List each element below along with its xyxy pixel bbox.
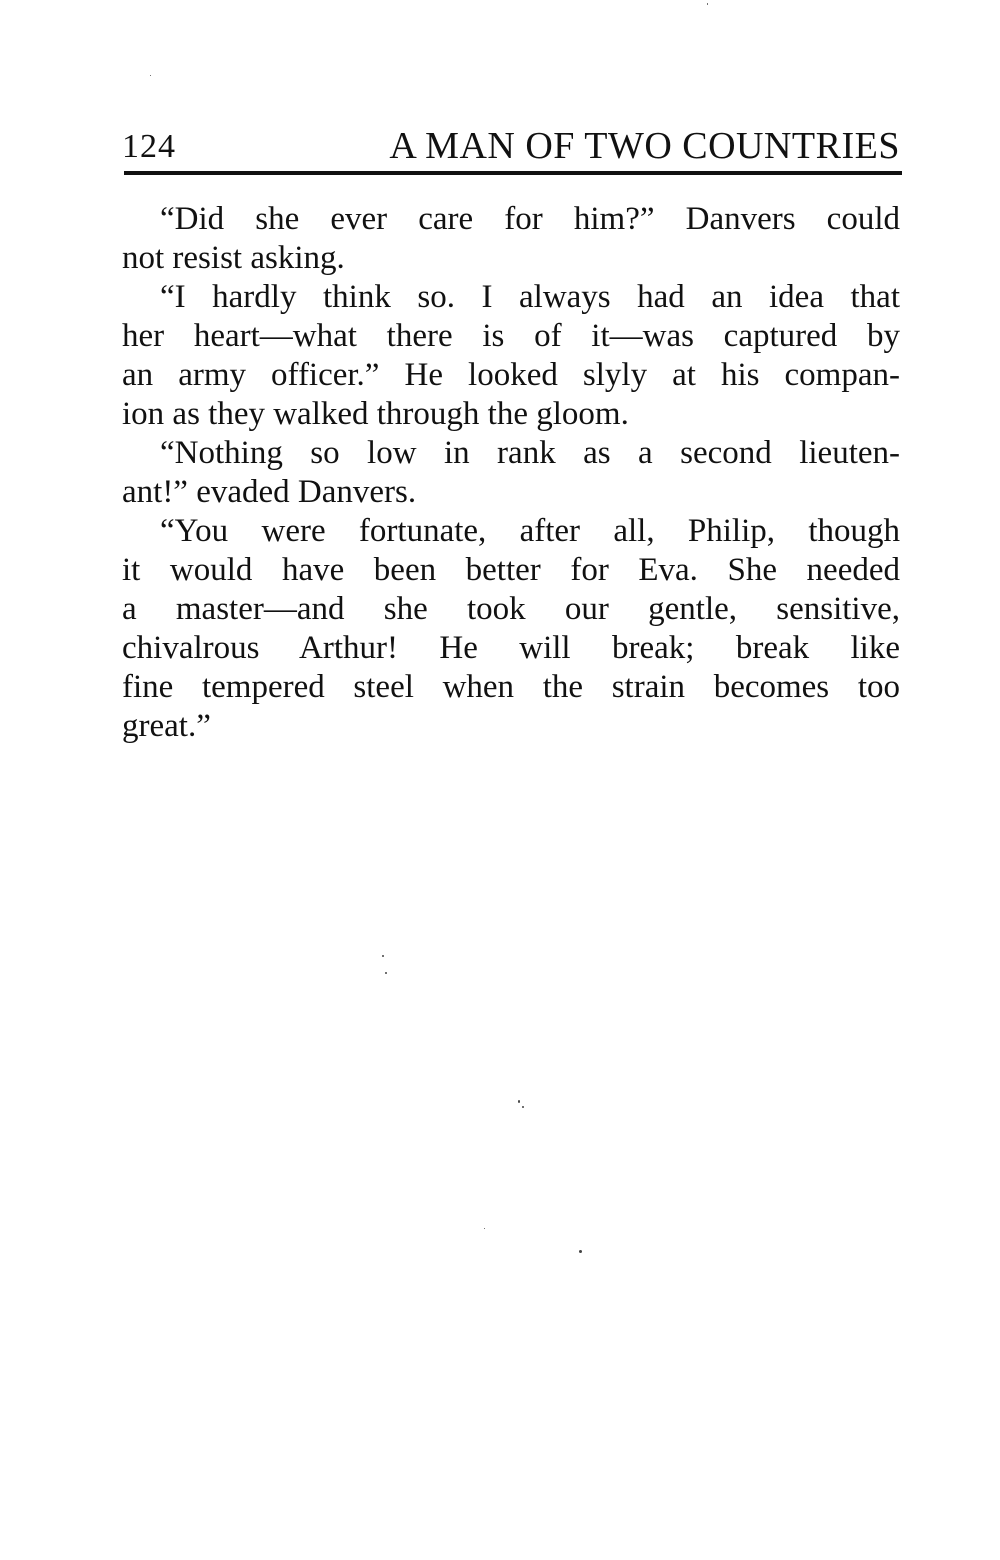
scan-speck: [518, 1100, 520, 1103]
scan-speck: [522, 1106, 524, 1108]
header-rule: [124, 171, 902, 175]
text-line: ant!” evaded Danvers.: [122, 474, 417, 510]
scan-speck: [385, 972, 387, 974]
running-title: A MAN OF TWO COUNTRIES: [389, 125, 900, 167]
scan-speck: [707, 3, 708, 5]
scan-speck: [382, 955, 384, 957]
scan-speck: [579, 1250, 582, 1253]
text-line: her heart—what there is of it—was captured by: [122, 318, 900, 354]
text-line: “Did she ever care for him?” Danvers could: [160, 201, 900, 237]
running-head: [122, 122, 900, 172]
text-line: “I hardly think so. I always had an idea that: [160, 279, 900, 315]
scan-speck: [150, 75, 151, 76]
text-line: it would have been better for Eva. She needed: [122, 552, 900, 588]
text-line: an army officer.” He looked slyly at his compan-: [122, 357, 900, 393]
scan-speck: [484, 1228, 485, 1229]
page-number: 124: [122, 128, 176, 165]
text-line: not resist asking.: [122, 240, 345, 276]
text-line: “Nothing so low in rank as a second lieuten-: [160, 435, 900, 471]
text-line: a master—and she took our gentle, sensitive,: [122, 591, 900, 627]
text-line: chivalrous Arthur! He will break; break like: [122, 630, 900, 666]
text-line: fine tempered steel when the strain becomes too: [122, 669, 900, 705]
body-text: [122, 200, 900, 746]
text-line: great.”: [122, 708, 211, 744]
text-line: “You were fortunate, after all, Philip, though: [160, 513, 900, 549]
text-line: ion as they walked through the gloom.: [122, 396, 629, 432]
